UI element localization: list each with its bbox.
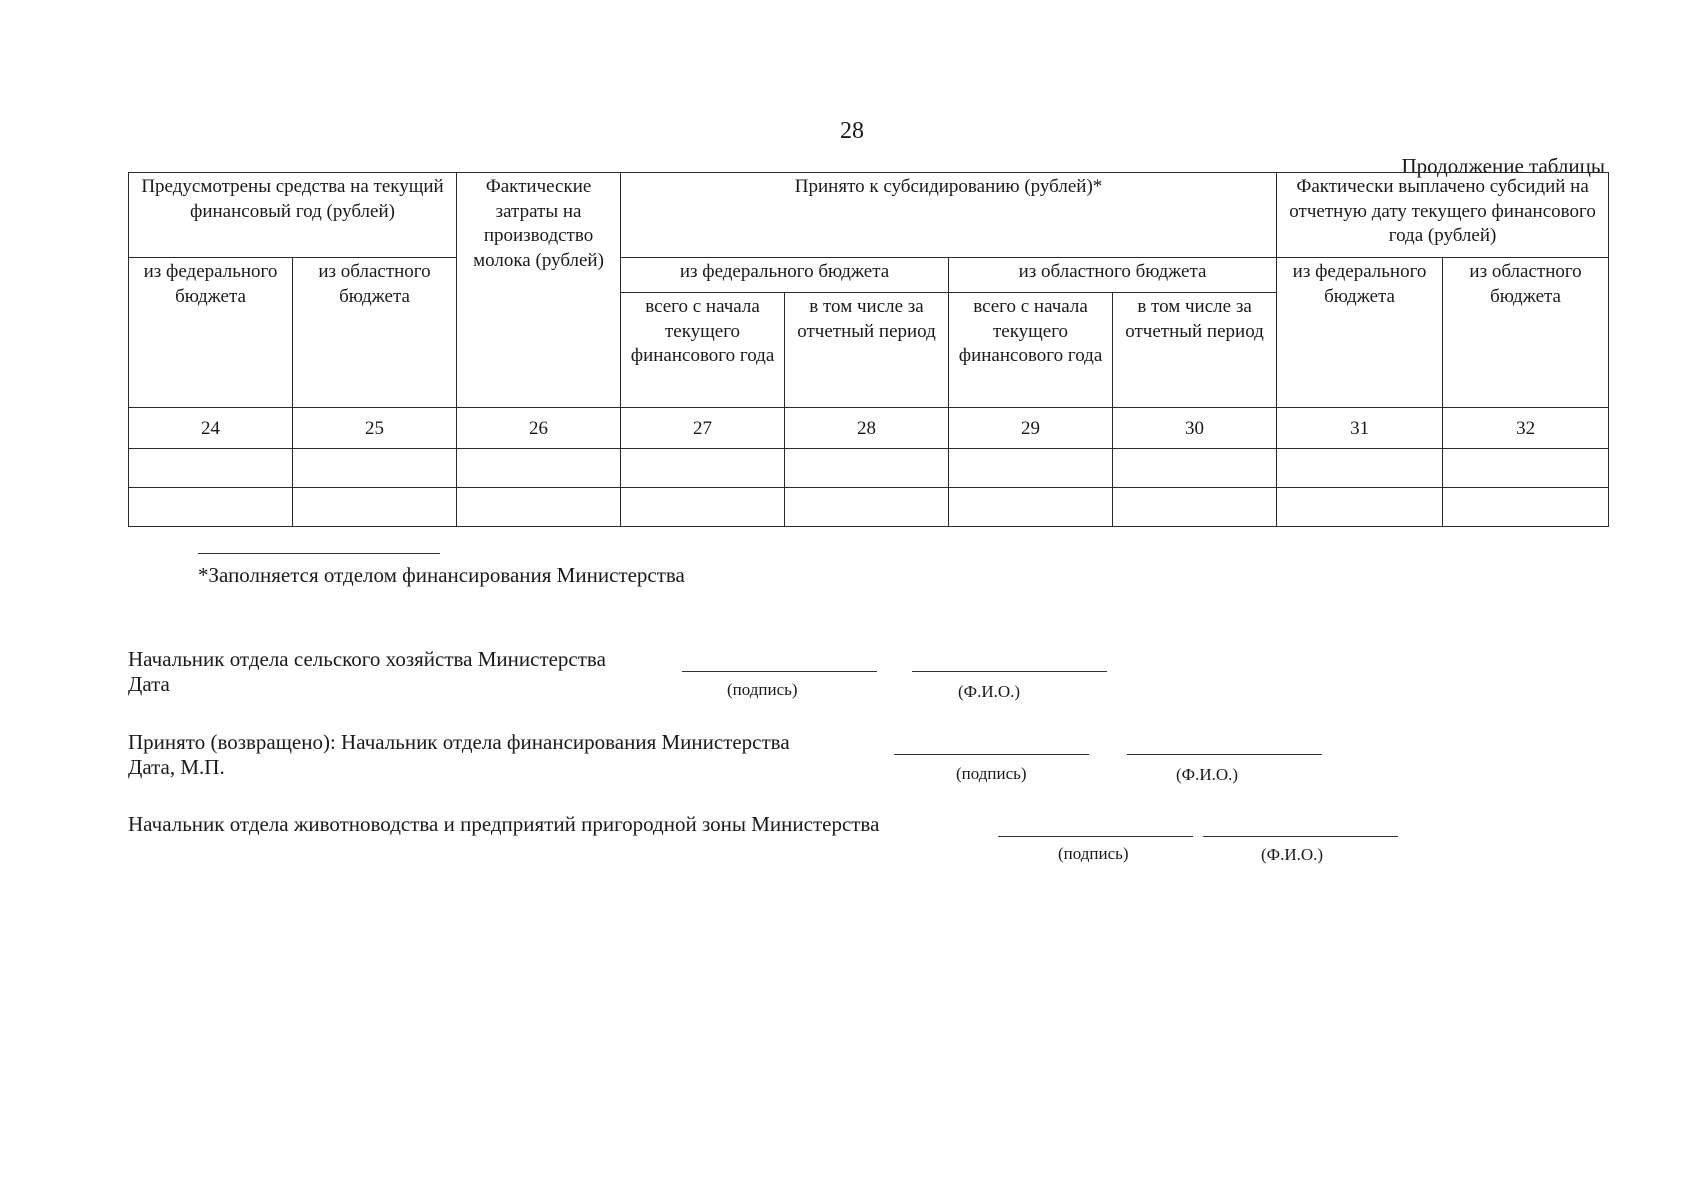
header-regional-total: всего с начала текущего финансового года	[949, 293, 1113, 408]
accepted-returned-label: Принято (возвращено): Начальник отдела финансирования Министерства	[128, 730, 790, 754]
table-cell	[949, 488, 1113, 527]
header-federal-total: всего с начала текущего финансового года	[621, 293, 785, 408]
column-number: 27	[621, 408, 785, 449]
column-number: 30	[1113, 408, 1277, 449]
name-caption: (Ф.И.О.)	[958, 682, 1021, 701]
subsidy-report-table	[128, 172, 1609, 527]
table-cell	[1443, 449, 1609, 488]
table-cell	[457, 488, 621, 527]
header-paid-regional: из областного бюджета	[1443, 258, 1609, 408]
table-row	[129, 449, 1609, 488]
table-cell	[457, 449, 621, 488]
table-continuation-label: Продолжение таблицы	[1401, 154, 1605, 178]
header-planned-regional: из областного бюджета	[293, 258, 457, 408]
header-paid-federal: из федерального бюджета	[1277, 258, 1443, 408]
column-number: 31	[1277, 408, 1443, 449]
table-row	[129, 488, 1609, 527]
signature-line	[894, 754, 1089, 755]
header-actual-costs: Фактические затраты на производство молока (рублей)	[457, 173, 621, 408]
name-line	[912, 671, 1107, 672]
page-number: 28	[840, 118, 864, 144]
table-cell	[621, 449, 785, 488]
table-cell	[293, 488, 457, 527]
table-cell	[949, 449, 1113, 488]
name-line	[1127, 754, 1322, 755]
date-label: Дата	[128, 672, 170, 696]
signature-caption: (подпись)	[727, 680, 798, 699]
date-stamp-label: Дата, М.П.	[128, 755, 225, 779]
name-caption: (Ф.И.О.)	[1176, 765, 1239, 784]
header-planned-funds: Предусмотрены средства на текущий финансовый год (рублей)	[129, 173, 457, 258]
head-agriculture-label: Начальник отдела сельского хозяйства Министерства	[128, 647, 606, 671]
column-number: 26	[457, 408, 621, 449]
signature-line	[998, 836, 1193, 837]
table-cell	[293, 449, 457, 488]
column-number: 32	[1443, 408, 1609, 449]
head-livestock-label: Начальник отдела животноводства и предприятий пригородной зоны Министерства	[128, 812, 880, 836]
signature-line	[682, 671, 877, 672]
column-number: 25	[293, 408, 457, 449]
table-cell	[129, 488, 293, 527]
column-number-row	[129, 408, 1609, 449]
signature-caption: (подпись)	[1058, 844, 1129, 863]
table-cell	[1113, 488, 1277, 527]
header-federal-period: в том числе за отчетный период	[785, 293, 949, 408]
header-actually-paid: Фактически выплачено субсидий на отчетную дату текущего финансового года (рублей)	[1277, 173, 1609, 258]
header-planned-federal: из федерального бюджета	[129, 258, 293, 408]
header-regional-period: в том числе за отчетный период	[1113, 293, 1277, 408]
table-cell	[1277, 488, 1443, 527]
footnote: *Заполняется отделом финансирования Министерства	[198, 563, 685, 587]
header-accepted-for-subsidy: Принято к субсидированию (рублей)*	[621, 173, 1277, 258]
column-number: 29	[949, 408, 1113, 449]
table-cell	[785, 449, 949, 488]
table-cell	[785, 488, 949, 527]
table-cell	[129, 449, 293, 488]
column-number: 24	[129, 408, 293, 449]
footnote-divider	[198, 553, 440, 554]
name-line	[1203, 836, 1398, 837]
header-accepted-regional: из областного бюджета	[949, 258, 1277, 293]
table-cell	[621, 488, 785, 527]
name-caption: (Ф.И.О.)	[1261, 845, 1324, 864]
column-number: 28	[785, 408, 949, 449]
header-accepted-federal: из федерального бюджета	[621, 258, 949, 293]
signature-caption: (подпись)	[956, 764, 1027, 783]
table-cell	[1443, 488, 1609, 527]
table-cell	[1113, 449, 1277, 488]
table-cell	[1277, 449, 1443, 488]
